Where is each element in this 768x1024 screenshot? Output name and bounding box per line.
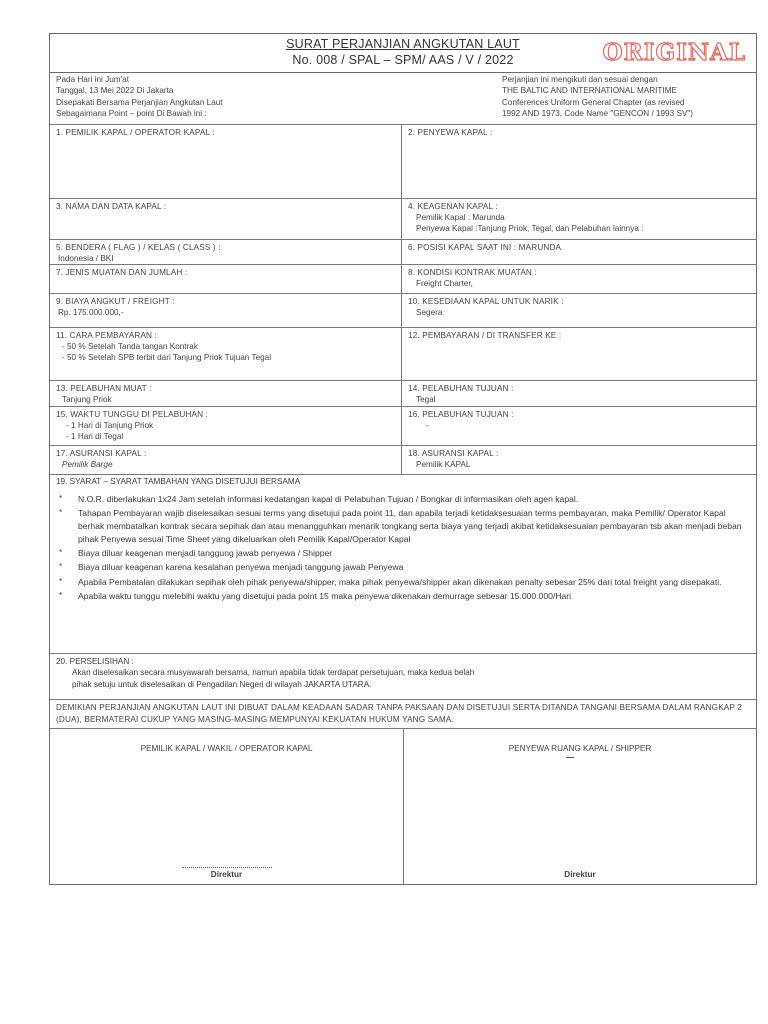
terms-item <box>56 576 750 589</box>
field-label: 6. POSISI KAPAL SAAT INI : MARUNDA <box>408 243 562 252</box>
terms-list <box>56 493 750 603</box>
field-loading-port <box>50 380 402 406</box>
field-waiting-time <box>50 406 402 445</box>
field-value: - <box>426 421 429 430</box>
intro-date: Tanggal, 13 Mei 2022 Di Jakarta <box>56 86 174 96</box>
field-value: - 50 % Setelah SPB terbit dari Tanjung Priok Tujuan Tegal <box>62 353 272 362</box>
field-label: 8. KONDISI KONTRAK MUATAN : <box>408 268 537 277</box>
bullet: * <box>59 591 63 601</box>
field-label: 1. PEMILIK KAPAL / OPERATOR KAPAL : <box>56 128 215 137</box>
field-value: Pemilik Barge <box>62 460 113 469</box>
field-label: 12. PEMBAYARAN / DI TRANSFER KE : <box>408 331 562 340</box>
document-number: No. 008 / SPAL – SPM/ AAS / V / 2022 <box>292 53 514 67</box>
intro-points: Sebagaimana Point – point Di Bawah ini : <box>56 108 207 118</box>
field-label: 13. PELABUHAN MUAT : <box>56 384 152 393</box>
field-label: 5. BENDERA ( FLAG ) / KELAS ( CLASS ) : <box>56 243 221 252</box>
intro-left <box>56 74 396 119</box>
signature-owner <box>50 729 404 884</box>
dispute-heading: 20. PERSELISIHAN : <box>56 657 134 666</box>
intro-day: Pada Hari ini Jum'at <box>56 75 130 84</box>
field-value: Tanjung Priok <box>62 395 112 404</box>
field-ship-availability <box>402 293 756 327</box>
intro-reference-1: Perjanjian ini mengikuti dan sesuai dengan <box>502 75 658 84</box>
dispute-text-2: pihak setuju untuk diselesaikan di Pengadilan Negeri di wilayah JAKARTA UTARA. <box>72 679 372 689</box>
terms-text: Biaya diluar keagenan menjadi tanggung jawab penyewa / Shipper <box>78 548 333 559</box>
closing-statement: DEMIKIAN PERJANJIAN ANGKUTAN LAUT INI DIBUAT DALAM KEADAAN SADAR TANPA PAKSAAN DAN DISETUJUI SERTA DITANDA TANGANI BERSAMA DALAM RANGKAP 2 (DUA), BERMATERAI CUKUP YANG MASING-MASING MEMPUNYAI KEKUATAN HUKUM YANG SAMA. <box>50 699 756 729</box>
pen-mark <box>566 757 574 758</box>
field-charterer <box>402 124 756 198</box>
signature-role: PENYEWA RUANG KAPAL / SHIPPER <box>508 744 652 753</box>
bullet: * <box>59 576 63 586</box>
terms-text: Apabila waktu tunggu melebihi waktu yang disetujui pada point 15 maka penyewa dikenakan demurrage sebesar 15.000.000/Hari <box>78 591 572 602</box>
field-label: 14. PELABUHAN TUJUAN : <box>408 384 514 393</box>
field-value: Rp. 175.000.000,- <box>58 308 124 317</box>
additional-terms <box>56 476 750 604</box>
field-value: - 1 Hari di Tegal <box>66 432 124 441</box>
intro-reference-2: THE BALTIC AND INTERNATIONAL MARITIME <box>502 86 677 96</box>
terms-text: N.O.R. diberlakukan 1x24 Jam setelah informasi kedatangan kapal di Pelabuhan Tujuan / Bongkar di informasikan oleh agen kapal. <box>78 494 579 504</box>
field-value: Penyewa Kapal :Tanjung Priok, Tegal, dan Pelabuhan lainnya : <box>416 224 644 233</box>
terms-text: Tahapan Pembayaran wajib diselesaikan sesuai terms yang disetujui pada point 11, dan apabila terjadi ketidaksesuaian terms pembayaran, maka Pemilik/ Operator Kapal berhak membatalkan kontrak secara sepihak dan atau menangguhkan menarik tongkang serta biaya yang terjadi akibat ketidaksesuaian pembayaran tsb akan menjadi beban pihak Penyewa sesuai Time Sheet yang dikeluarkan oleh Pemilik Kapal/Operator Kapal <box>78 508 742 544</box>
signature-charterer <box>404 729 756 884</box>
bullet: * <box>59 508 63 518</box>
field-flag-class <box>50 239 402 264</box>
field-label: 11. CARA PEMBAYARAN : <box>56 331 157 340</box>
field-label: 16. PELABUHAN TUJUAN : <box>408 410 514 419</box>
dispute-text-1: Akan diselesaikan secara musyawarah bersama, namun apabila tidak terdapat persetujuan, maka kedua belah <box>72 668 475 678</box>
field-value: Indonesia / BKI <box>58 254 114 263</box>
terms-item <box>56 590 750 603</box>
field-ship-insurance <box>50 445 402 474</box>
charter-contract-document <box>49 33 757 885</box>
signature-title: Direktur <box>210 870 243 879</box>
field-value: - 1 Hari di Tanjung Priok <box>66 421 154 430</box>
field-ship-name-data <box>50 198 402 239</box>
field-label: 17. ASURANSI KAPAL : <box>56 449 147 458</box>
bullet: * <box>59 494 63 503</box>
field-value: Pemilik Kapal : Marunda <box>416 213 505 222</box>
field-ship-owner <box>50 124 402 198</box>
field-freight-cost <box>50 293 402 327</box>
field-value: Tegal <box>416 395 436 404</box>
bullet: * <box>59 562 63 572</box>
field-label: 9. BIAYA ANGKUT / FREIGHT : <box>56 297 175 306</box>
terms-text: Biaya diluar keagenan karena kesalahan penyewa menjadi tanggung jawab Penyewa <box>78 562 404 573</box>
field-destination-port-2 <box>402 406 756 445</box>
field-payment-transfer <box>402 327 756 380</box>
field-destination-port <box>402 380 756 406</box>
terms-heading: 19. SYARAT – SYARAT TAMBAHAN YANG DISETUJUI BERSAMA <box>56 477 301 486</box>
field-value: Pemilik KAPAL <box>416 460 471 469</box>
original-stamp: ORIGINAL <box>602 39 746 66</box>
field-ship-insurance-2 <box>402 445 756 474</box>
signature-title: Direktur <box>564 870 596 879</box>
document-title: SURAT PERJANJIAN ANGKUTAN LAUT <box>286 37 520 51</box>
signature-line <box>182 867 272 868</box>
document-header <box>50 34 756 73</box>
field-value: Segera <box>416 308 443 317</box>
signature-role: PEMILIK KAPAL / WAKIL / OPERATOR KAPAL <box>140 744 313 753</box>
terms-item <box>56 493 750 506</box>
field-label: 10. KESEDIAAN KAPAL UNTUK NARIK : <box>408 297 564 306</box>
field-label: 7. JENIS MUATAN DAN JUMLAH : <box>56 268 188 277</box>
terms-item <box>56 507 750 545</box>
field-contract-condition <box>402 264 756 293</box>
terms-item <box>56 561 750 574</box>
intro-agreed: Disepakati Bersama Perjanjian Angkutan Laut <box>56 97 223 107</box>
field-ship-position <box>402 239 756 264</box>
field-value: - 50 % Setelah Tanda tangan Kontrak <box>62 342 198 351</box>
intro-reference-3: Conferences Uniform General Chapter (as revised <box>502 97 685 107</box>
field-label: 15. WAKTU TUNGGU DI PELABUHAN : <box>56 410 209 419</box>
terms-text: Apabila Pembatalan dilakukan sepihak oleh pihak penyewa/shipper, maka pihak penyewa/shipper akan dikenakan penalty sebesar 25% dari total freight yang disepakati. <box>78 576 722 587</box>
field-label: 2. PENYEWA KAPAL : <box>408 128 493 137</box>
field-ship-agency <box>402 198 756 239</box>
field-label: 4. KEAGENAN KAPAL : <box>408 202 498 211</box>
dispute <box>56 656 750 690</box>
field-payment-method <box>50 327 402 380</box>
field-label: 18. ASURANSI KAPAL : <box>408 449 499 458</box>
field-label: 3. NAMA DAN DATA KAPAL : <box>56 202 167 211</box>
field-cargo-type <box>50 264 402 293</box>
intro-right <box>502 74 752 119</box>
terms-item <box>56 547 750 560</box>
intro-reference-4: 1992 AND 1973, Code Name "GENCON / 1993 SV") <box>502 108 694 118</box>
bullet: * <box>59 548 63 558</box>
field-value: Freight Charter, <box>416 279 473 288</box>
